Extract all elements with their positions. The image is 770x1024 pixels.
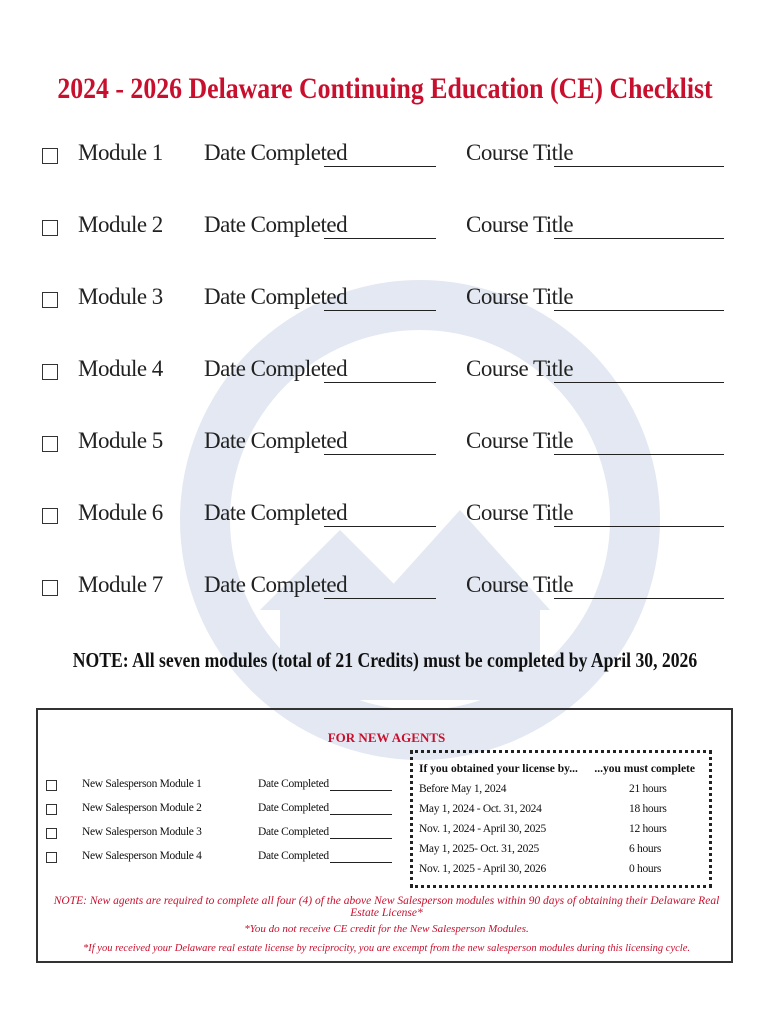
- license-hours-table: [410, 750, 712, 888]
- course-title-field[interactable]: [554, 526, 724, 527]
- salesperson-date-label: Date Completed: [258, 850, 329, 862]
- date-completed-field[interactable]: [324, 598, 436, 599]
- license-period: Nov. 1, 2024 - April 30, 2025: [419, 823, 546, 835]
- date-completed-field[interactable]: [324, 238, 436, 239]
- license-table-row: [419, 863, 699, 881]
- license-table-header-right: ...you must complete: [594, 763, 695, 775]
- date-completed-label: Date Completed: [204, 428, 348, 453]
- course-title-field[interactable]: [554, 310, 724, 311]
- license-table-header-left: If you obtained your license by...: [419, 763, 578, 775]
- date-completed-label: Date Completed: [204, 140, 348, 165]
- course-title-label: Course Title: [466, 284, 574, 309]
- new-agents-box: [36, 708, 733, 963]
- salesperson-module-label: New Salesperson Module 2: [82, 802, 202, 814]
- license-period: Nov. 1, 2025 - April 30, 2026: [419, 863, 546, 875]
- course-title-label: Course Title: [466, 140, 574, 165]
- module-label: Module 2: [78, 212, 163, 237]
- module-label: Module 7: [78, 572, 163, 597]
- module-checkbox[interactable]: [42, 508, 58, 524]
- license-table-row: [419, 783, 699, 801]
- date-completed-field[interactable]: [324, 526, 436, 527]
- module-row: [42, 572, 742, 608]
- course-title-field[interactable]: [554, 454, 724, 455]
- license-table-row: [419, 803, 699, 821]
- course-title-field[interactable]: [554, 598, 724, 599]
- module-checkbox[interactable]: [42, 220, 58, 236]
- course-title-label: Course Title: [466, 356, 574, 381]
- module-label: Module 5: [78, 428, 163, 453]
- date-completed-label: Date Completed: [204, 212, 348, 237]
- date-completed-field[interactable]: [324, 310, 436, 311]
- date-completed-field[interactable]: [324, 454, 436, 455]
- module-label: Module 4: [78, 356, 163, 381]
- salesperson-module-row: [46, 826, 406, 844]
- salesperson-module-row: [46, 802, 406, 820]
- required-hours: 12 hours: [629, 823, 667, 835]
- salesperson-date-field[interactable]: [330, 790, 392, 791]
- page-title: 2024 - 2026 Delaware Continuing Education (CE) Checklist: [57, 72, 713, 105]
- module-row: [42, 428, 742, 464]
- required-hours: 0 hours: [629, 863, 662, 875]
- salesperson-date-field[interactable]: [330, 862, 392, 863]
- salesperson-module-row: [46, 850, 406, 868]
- date-completed-label: Date Completed: [204, 356, 348, 381]
- reciprocity-footnote: *If you received your Delaware real estate license by reciprocity, you are excempt from the new salesperson modules during this licensing cycle.: [83, 943, 690, 954]
- module-checkbox[interactable]: [42, 580, 58, 596]
- salesperson-module-checkbox[interactable]: [46, 780, 57, 791]
- module-checkbox[interactable]: [42, 364, 58, 380]
- date-completed-label: Date Completed: [204, 500, 348, 525]
- required-hours: 21 hours: [629, 783, 667, 795]
- module-checkbox[interactable]: [42, 436, 58, 452]
- salesperson-date-label: Date Completed: [258, 826, 329, 838]
- license-table-row: [419, 843, 699, 861]
- module-row: [42, 212, 742, 248]
- new-agents-note: NOTE: New agents are required to complete all four (4) of the above New Salesperson modules within 90 days of obtaining their Delaware Real Estate License*: [53, 895, 720, 919]
- module-row: [42, 356, 742, 392]
- date-completed-field[interactable]: [324, 166, 436, 167]
- module-row: [42, 140, 742, 176]
- course-title-label: Course Title: [466, 428, 574, 453]
- date-completed-label: Date Completed: [204, 284, 348, 309]
- salesperson-module-label: New Salesperson Module 3: [82, 826, 202, 838]
- course-title-label: Course Title: [466, 500, 574, 525]
- license-table-row: [419, 823, 699, 841]
- module-row: [42, 500, 742, 536]
- required-hours: 6 hours: [629, 843, 662, 855]
- module-label: Module 3: [78, 284, 163, 309]
- salesperson-date-field[interactable]: [330, 838, 392, 839]
- module-checkbox[interactable]: [42, 148, 58, 164]
- date-completed-label: Date Completed: [204, 572, 348, 597]
- salesperson-date-label: Date Completed: [258, 778, 329, 790]
- course-title-field[interactable]: [554, 382, 724, 383]
- module-checkbox[interactable]: [42, 292, 58, 308]
- salesperson-module-checkbox[interactable]: [46, 828, 57, 839]
- license-period: May 1, 2024 - Oct. 31, 2024: [419, 803, 542, 815]
- module-label: Module 1: [78, 140, 163, 165]
- ce-credit-footnote: *You do not receive CE credit for the New Salesperson Modules.: [244, 923, 529, 935]
- salesperson-date-field[interactable]: [330, 814, 392, 815]
- required-hours: 18 hours: [629, 803, 667, 815]
- course-title-label: Course Title: [466, 572, 574, 597]
- new-agents-heading: FOR NEW AGENTS: [327, 730, 446, 745]
- salesperson-module-row: [46, 778, 406, 796]
- completion-note: NOTE: All seven modules (total of 21 Credits) must be completed by April 30, 2026: [72, 648, 698, 672]
- license-period: Before May 1, 2024: [419, 783, 507, 795]
- module-row: [42, 284, 742, 320]
- salesperson-module-checkbox[interactable]: [46, 804, 57, 815]
- module-label: Module 6: [78, 500, 163, 525]
- date-completed-field[interactable]: [324, 382, 436, 383]
- salesperson-date-label: Date Completed: [258, 802, 329, 814]
- course-title-field[interactable]: [554, 166, 724, 167]
- course-title-field[interactable]: [554, 238, 724, 239]
- course-title-label: Course Title: [466, 212, 574, 237]
- salesperson-module-label: New Salesperson Module 1: [82, 778, 202, 790]
- salesperson-module-checkbox[interactable]: [46, 852, 57, 863]
- license-period: May 1, 2025- Oct. 31, 2025: [419, 843, 539, 855]
- salesperson-module-label: New Salesperson Module 4: [82, 850, 202, 862]
